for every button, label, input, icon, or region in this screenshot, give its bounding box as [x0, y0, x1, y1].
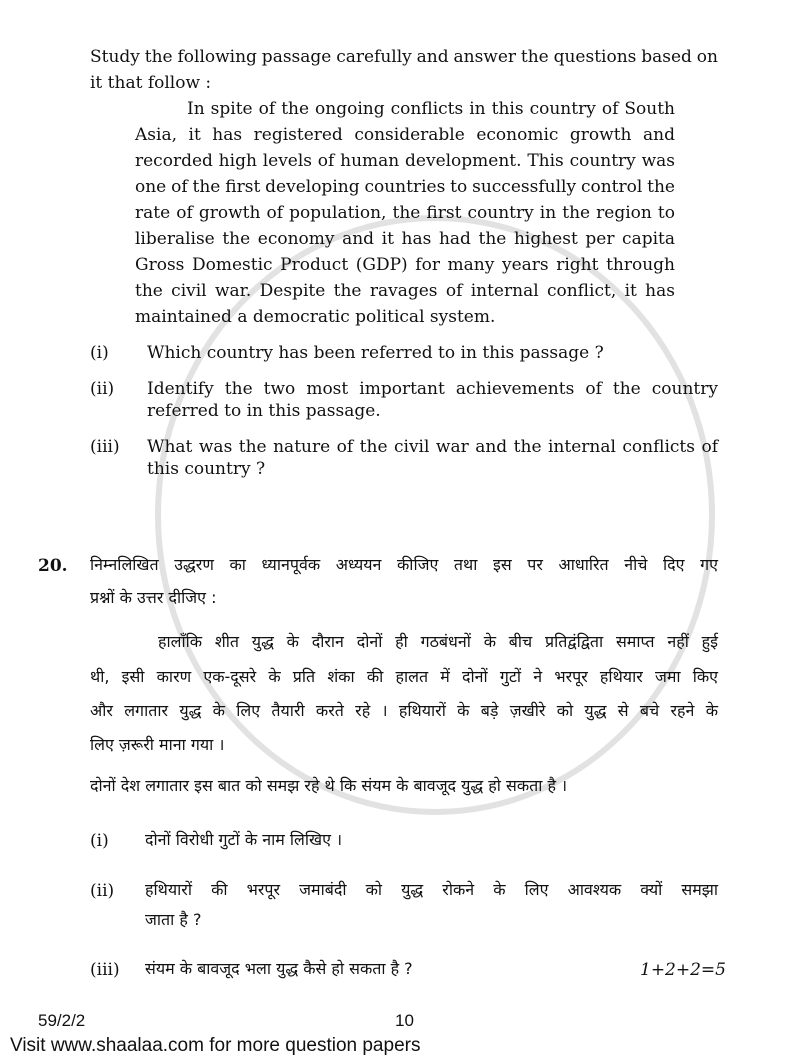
q19-passage-line: maintained a democratic political system.: [135, 307, 496, 327]
q19-passage-line: rate of growth of population, the first country in the region to: [135, 203, 675, 223]
q20-passage-statement: दोनों देश लगातार इस बात को समझ रहे थे कि संयम के बावजूद युद्ध हो सकता है ।: [90, 776, 568, 795]
q20-passage-line: थी, इसी कारण एक-दूसरे के प्रति शंका की हालत में दोनों गुटों ने भरपूर हथियार जमा किए: [90, 667, 718, 686]
q19-intro-line: Study the following passage carefully and answer the questions based on: [90, 47, 718, 67]
q19-sub-question: referred to in this passage.: [147, 401, 381, 421]
q20-sub-number: (iii): [90, 960, 120, 980]
q19-passage-line: In spite of the ongoing conflicts in this country of South: [187, 99, 675, 119]
q20-passage-line: हालाँकि शीत युद्ध के दौरान दोनों ही गठबंधनों के बीच प्रतिद्वंद्विता समाप्त नहीं हुई: [158, 632, 718, 651]
q19-intro-line: it that follow :: [90, 73, 212, 93]
q19-passage-line: liberalise the economy and it has had the highest per capita: [135, 229, 675, 249]
watermark-circle: [155, 215, 715, 815]
marks-allocation: 1+2+2=5: [640, 960, 726, 980]
q20-sub-question: जाता है ?: [145, 910, 202, 929]
paper-code: 59/2/2: [38, 1011, 86, 1030]
q20-intro-line: प्रश्नों के उत्तर दीजिए :: [90, 588, 217, 607]
q19-sub-number: (ii): [90, 379, 115, 399]
q19-passage-line: Asia, it has registered considerable economic growth and: [135, 125, 675, 145]
q20-sub-question: संयम के बावजूद भला युद्ध कैसे हो सकता है ?: [145, 959, 413, 978]
q20-number: 20.: [38, 556, 68, 576]
q20-sub-number: (ii): [90, 881, 115, 901]
q19-sub-number: (i): [90, 343, 109, 363]
promo-link[interactable]: Visit www.shaalaa.com for more question papers: [10, 1035, 421, 1056]
q20-passage-line: और लगातार युद्ध के लिए तैयारी करते रहे । हथियारों के बड़े ज़खीरे को युद्ध से बचे रहने के: [90, 701, 718, 720]
q19-sub-question: What was the nature of the civil war and the internal conflicts of: [147, 437, 718, 457]
q20-sub-question: दोनों विरोधी गुटों के नाम लिखिए ।: [145, 830, 343, 849]
q19-sub-question: Identify the two most important achievements of the country: [147, 379, 718, 399]
page-number: 10: [395, 1011, 414, 1030]
q19-passage-line: Gross Domestic Product (GDP) for many years right through: [135, 255, 675, 275]
q20-passage-line: लिए ज़रूरी माना गया ।: [90, 735, 225, 754]
q20-sub-number: (i): [90, 831, 109, 851]
q19-passage-line: one of the first developing countries to successfully control the: [135, 177, 675, 197]
q19-passage-line: recorded high levels of human development. This country was: [135, 151, 675, 171]
q19-sub-question: Which country has been referred to in this passage ?: [147, 343, 604, 363]
q19-passage-line: the civil war. Despite the ravages of internal conflict, it has: [135, 281, 675, 301]
q20-sub-question: हथियारों की भरपूर जमाबंदी को युद्ध रोकने के लिए आवश्यक क्यों समझा: [145, 880, 718, 899]
q19-sub-question: this country ?: [147, 459, 266, 479]
q19-sub-number: (iii): [90, 437, 120, 457]
q20-intro-line: निम्नलिखित उद्धरण का ध्यानपूर्वक अध्ययन कीजिए तथा इस पर आधारित नीचे दिए गए: [90, 555, 718, 574]
